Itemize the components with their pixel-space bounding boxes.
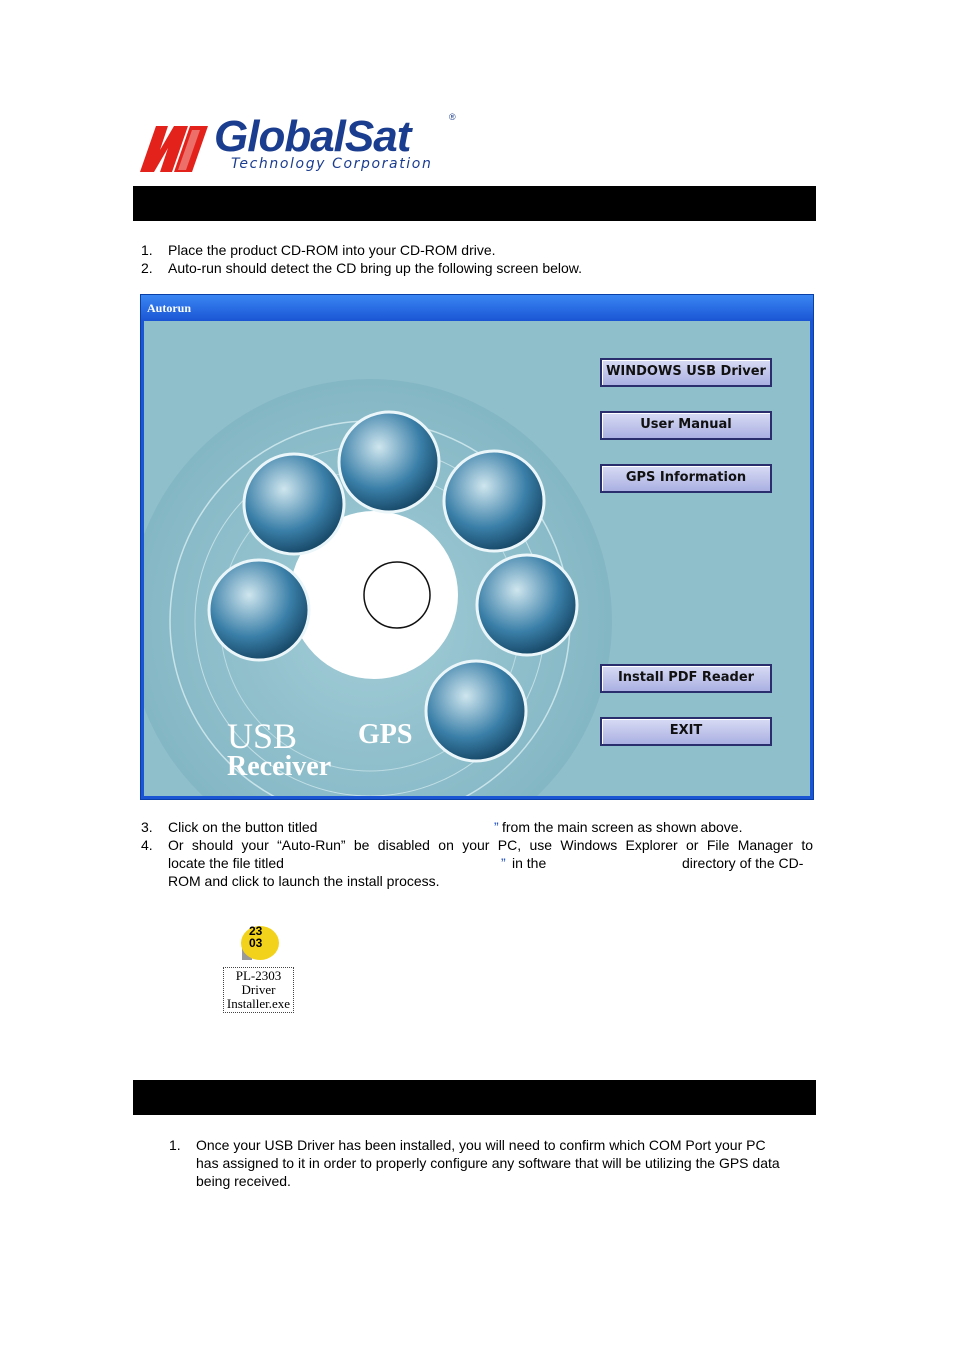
list-text: Auto-run should detect the CD bring up the following screen below. [168, 260, 583, 276]
list-text: Or should your “Auto-Run” be disabled on your PC, use Windows Explorer or File Manager to [168, 837, 813, 853]
list-text: ROM and click to launch the install process. [168, 873, 440, 889]
badge-top: 23 [249, 924, 263, 938]
gps-label: GPS [358, 719, 413, 750]
file-label-line: Installer.exe [226, 996, 291, 1011]
list-item [141, 836, 816, 890]
list-number: 1. [169, 1137, 181, 1153]
list-number: 4. [141, 837, 153, 853]
file-label-line: Driver [241, 982, 276, 997]
window-title: Autorun [147, 301, 192, 315]
list-text: locate the file titled [168, 855, 284, 871]
list-number: 3. [141, 819, 153, 835]
window-titlebar[interactable] [141, 295, 813, 321]
list-item [169, 1136, 819, 1190]
list-text: has assigned to it in order to properly configure any software that will be utilizing the GPS data [196, 1155, 780, 1171]
list-item [141, 818, 821, 836]
pl2303-file-icon[interactable] [240, 926, 280, 962]
user-manual-button[interactable]: User Manual [600, 411, 772, 440]
autorun-client-area [144, 321, 810, 796]
section-header-bar-1 [133, 186, 816, 221]
list-number: 1. [141, 242, 153, 258]
gps-information-button[interactable]: GPS Information [600, 464, 772, 493]
closing-quote: ” [501, 855, 506, 871]
file-label-line: PL-2303 [235, 968, 282, 983]
list-text: Once your USB Driver has been installed, you will need to confirm which COM Port your PC [196, 1137, 766, 1153]
list-text: Place the product CD-ROM into your CD-ROM drive. [168, 242, 496, 258]
file-label[interactable] [223, 967, 294, 1013]
autorun-window [140, 294, 814, 800]
badge-bottom: 03 [249, 936, 263, 950]
globalsat-logo [138, 112, 468, 178]
windows-usb-driver-button[interactable]: WINDOWS USB Driver [600, 358, 772, 387]
list-text: being received. [196, 1173, 291, 1189]
list-text: in the [512, 855, 547, 871]
closing-quote: ” [494, 819, 499, 835]
list-text: directory of the CD- [682, 855, 804, 871]
section-header-bar-2 [133, 1080, 816, 1115]
list-number: 2. [141, 260, 153, 276]
logo-brand: GlobalSat [214, 112, 411, 161]
exit-button[interactable]: EXIT [600, 717, 772, 746]
globalsat-emblem-icon [138, 118, 210, 174]
receiver-label: Receiver [227, 751, 332, 782]
usb-label: USB [227, 716, 298, 756]
logo-registered-mark: ® [449, 112, 456, 122]
logo-tagline: Technology Corporation [231, 156, 433, 172]
install-pdf-reader-button[interactable]: Install PDF Reader [600, 664, 772, 693]
list-text: Click on the button titled [168, 819, 318, 835]
list-text: from the main screen as shown above. [502, 819, 743, 835]
